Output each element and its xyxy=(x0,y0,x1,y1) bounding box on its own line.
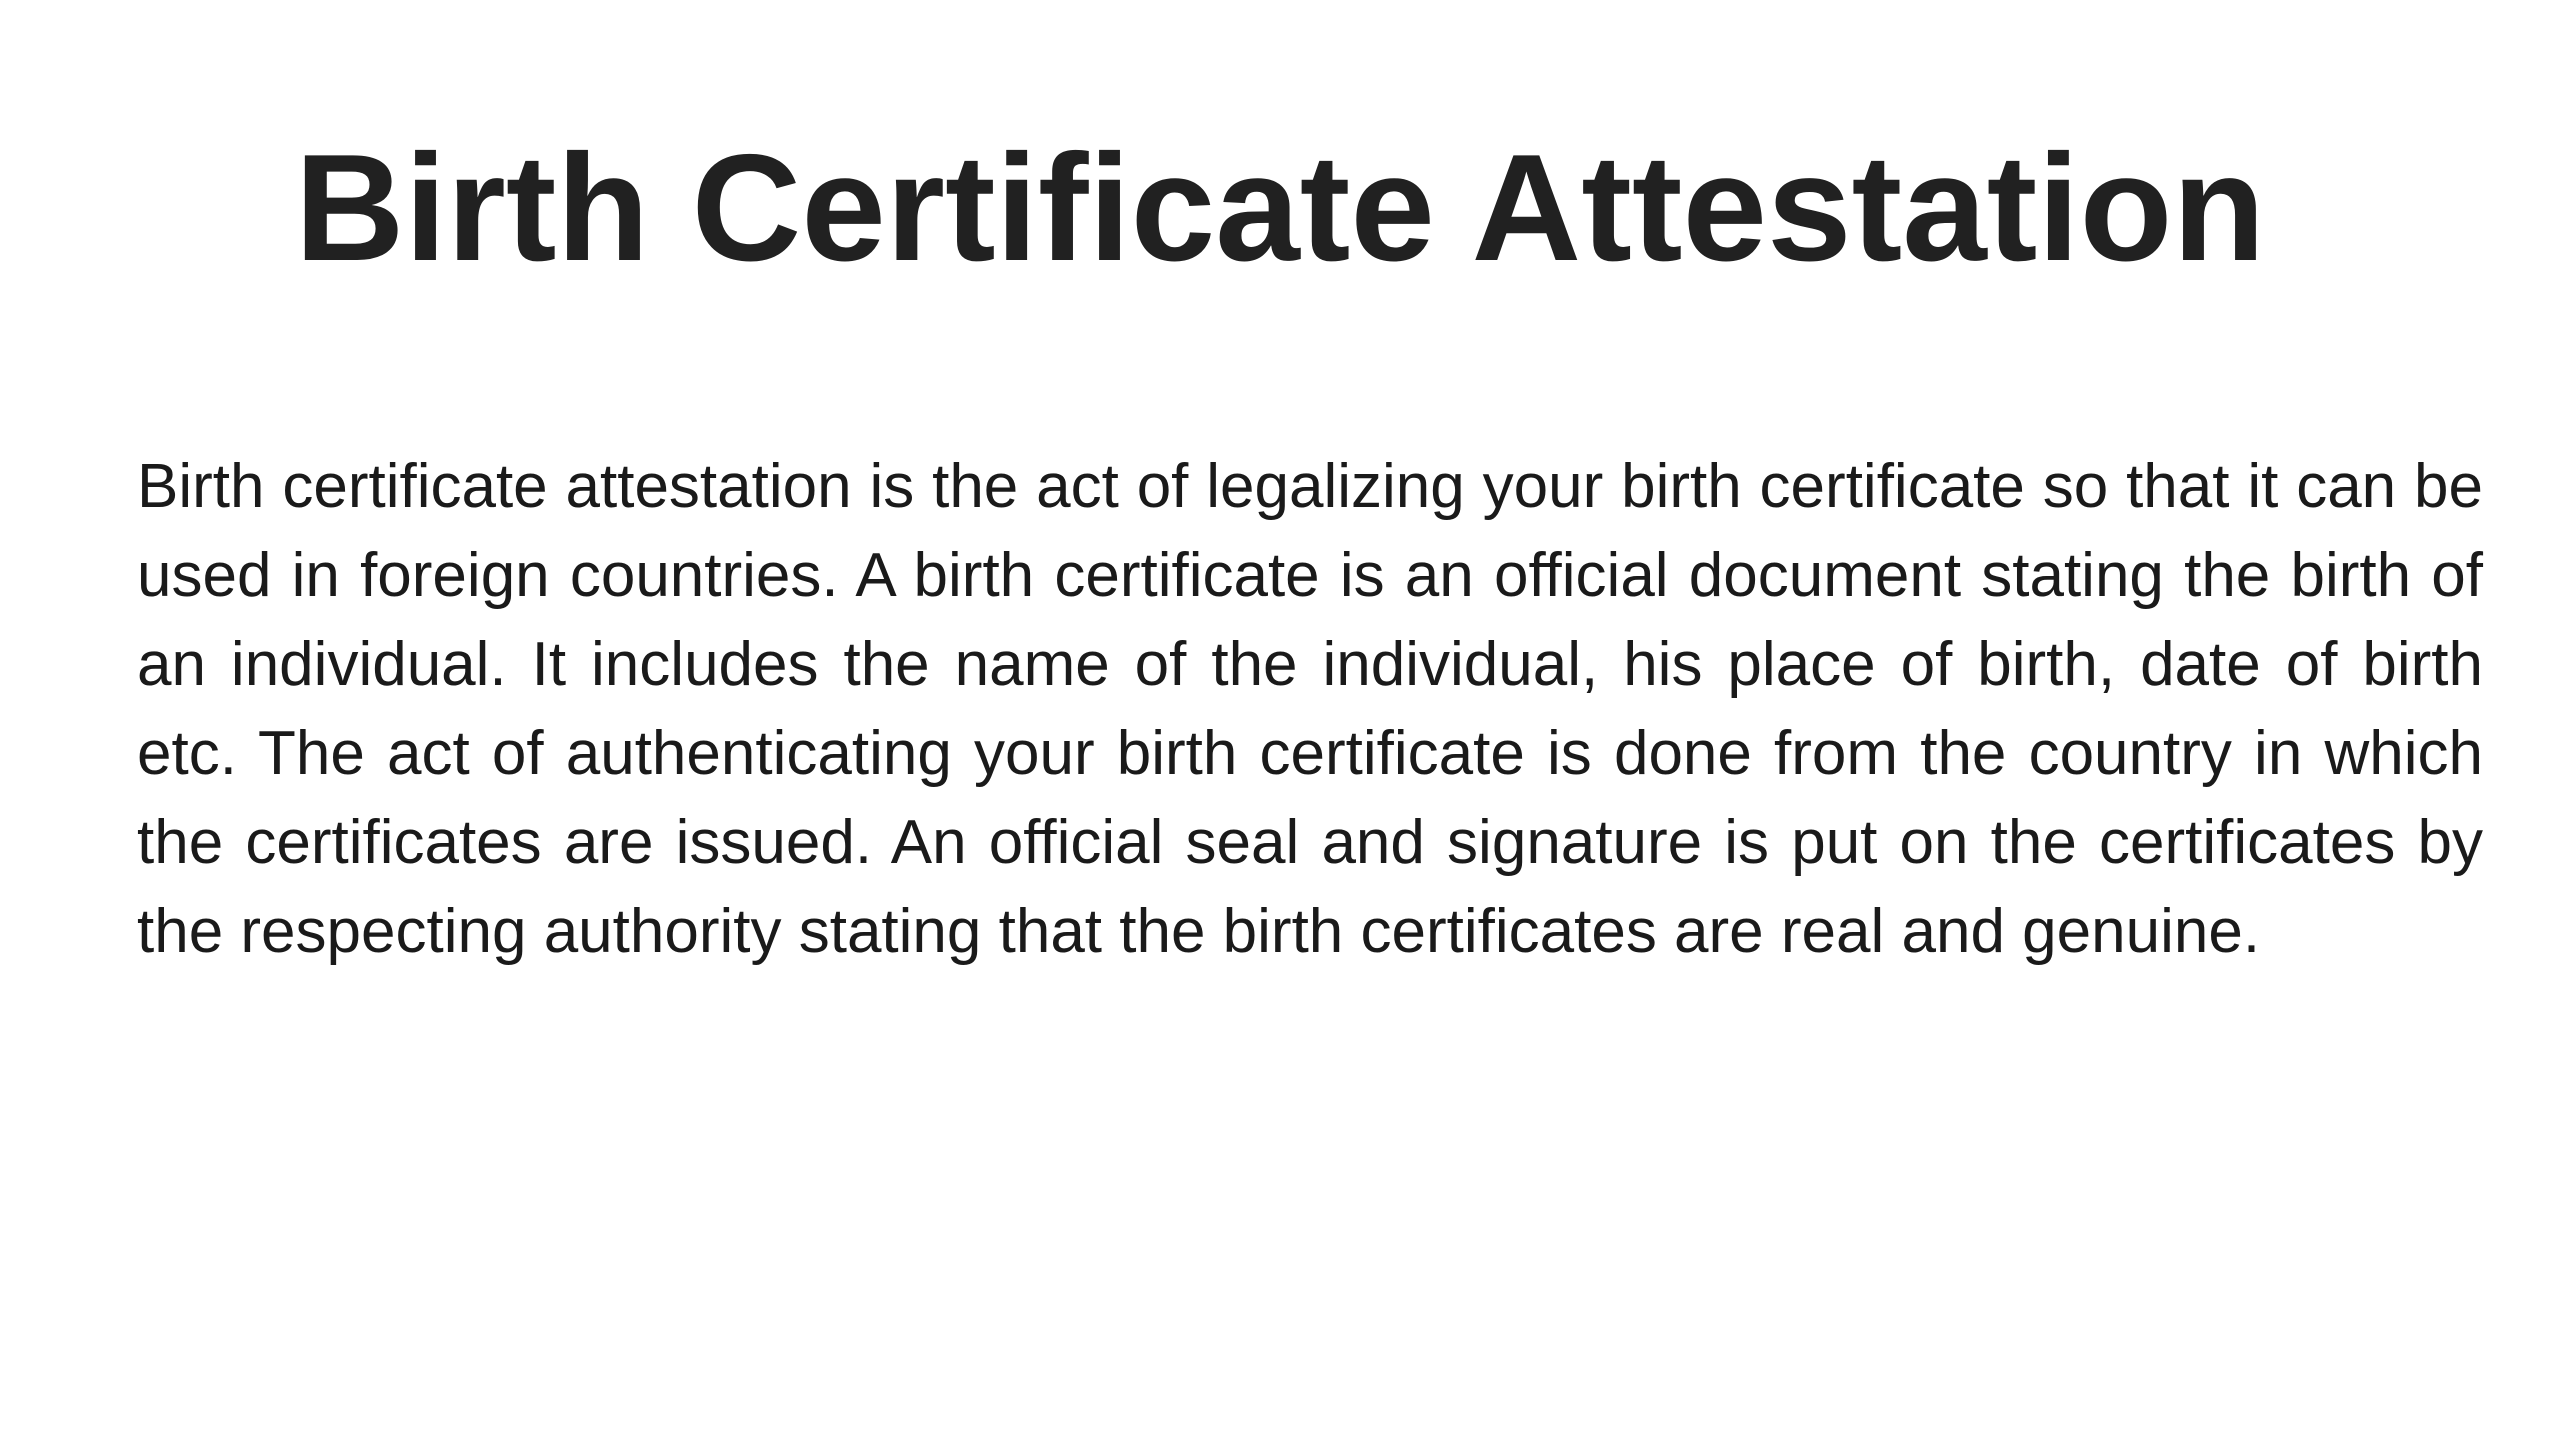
slide-body-paragraph: Birth certificate attestation is the act of legalizing your birth certificate so that it can be used in foreign countries. A birth certificate is an official document stating the birth of an individual. It includes the name of the individual, his place of birth, date of birth etc. The act of authenticating your birth certificate is done from the country in which the certificates are issued. An official seal and signature is put on the certificates by the respecting authority stating that the birth certificates are real and genuine. xyxy=(137,452,2483,966)
slide-title: Birth Certificate Attestation xyxy=(294,123,2266,293)
